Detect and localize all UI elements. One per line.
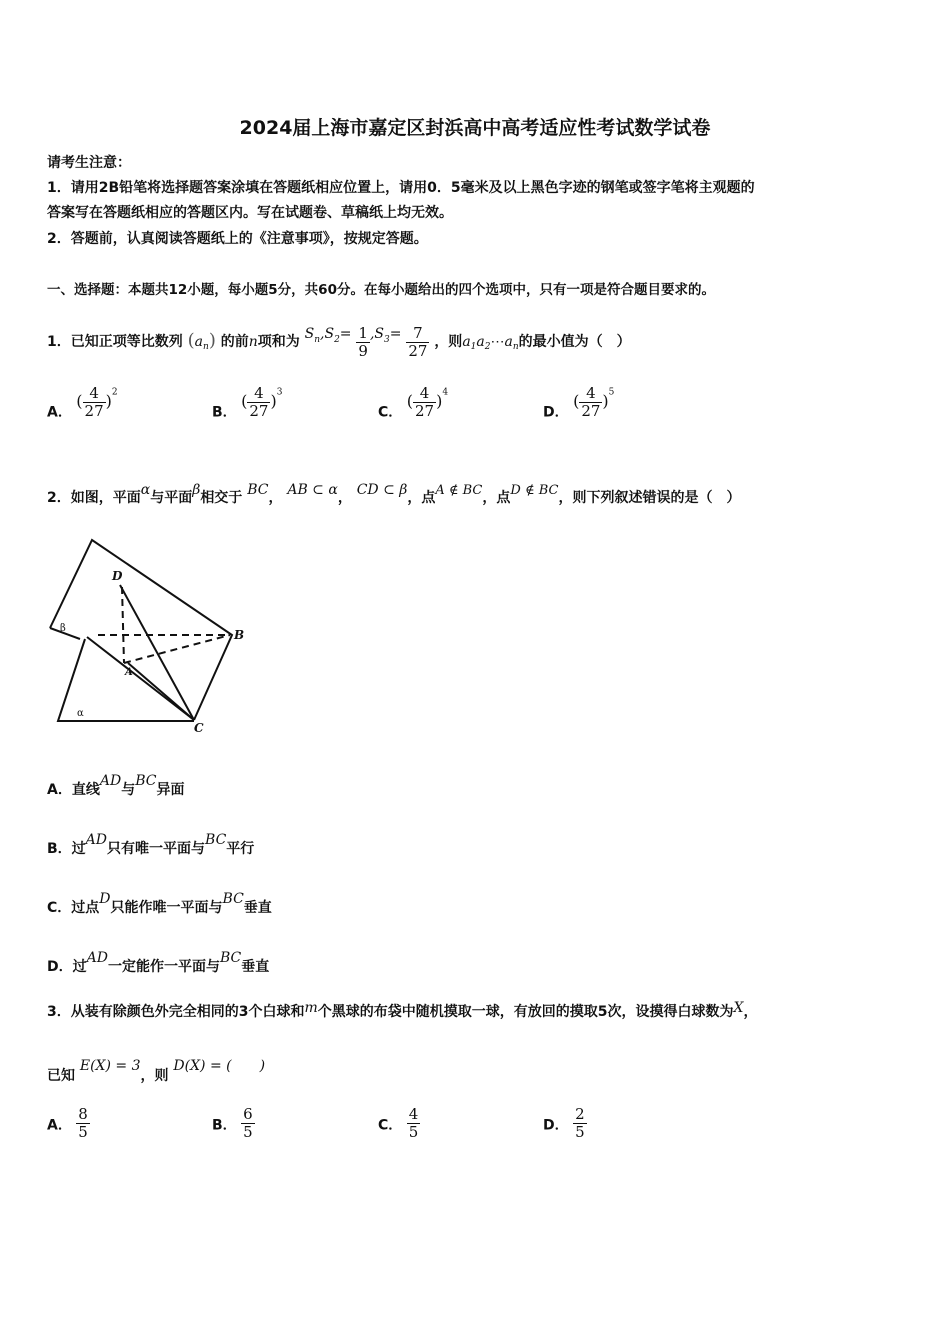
q2-option-c (47, 880, 272, 927)
q3-a-label: A． (47, 1117, 72, 1134)
label-b: B (234, 628, 245, 642)
q1-prod-dots: ⋯ (490, 334, 505, 350)
q2-c-end: 垂直 (243, 900, 272, 916)
q1-option-d-label: D． (543, 404, 569, 421)
q2-text-2: 与平面 (150, 490, 193, 506)
q1-prod-an: a (504, 334, 513, 350)
q1-d-den: 27 (581, 402, 601, 420)
q3-c-num: 4 (408, 1105, 419, 1123)
q3-text-2: 个黑球的布袋中随机摸取一球，有放回的摸取5次，设摸得白球数为 (317, 1004, 734, 1020)
q1-eq-2: = (389, 326, 402, 342)
q3-b-num: 6 (243, 1105, 253, 1123)
question-1 (47, 312, 631, 369)
q2-text-6: ，则下列叙述错误的是（ ） (558, 490, 741, 506)
q2-comma-2: ， (337, 490, 352, 506)
q1-prod-sub1: 1 (470, 342, 477, 352)
q3-a-den: 5 (78, 1123, 88, 1141)
q3-b-den: 5 (243, 1123, 253, 1141)
q3-d-fraction (573, 1106, 587, 1141)
segment-ab-dashed (124, 635, 230, 663)
q2-c-m2: BC (222, 891, 244, 907)
q1-S3-sub: 3 (384, 335, 390, 345)
q3-text-3: ， (743, 1004, 758, 1020)
q1-d-paren-close: ) (602, 391, 609, 411)
q2-d-mid: 一定能作一平面与 (107, 959, 220, 975)
q1-text-4: ，则 (434, 334, 463, 350)
notice-line-1a: 1．请用2B铅笔将选择题答案涂填在答题纸相应位置上，请用0．5毫米及以上黑色字迹的钢笔或签字笔将主观题的 (47, 180, 755, 196)
q3-text-4: 已知 (47, 1068, 75, 1084)
q2-cond-cd: CD ⊂ β (356, 482, 408, 498)
q1-a-exp: 2 (111, 387, 118, 398)
q2-b-label: B．过 (47, 841, 86, 857)
q1-prod-subn: n (512, 342, 519, 352)
section-heading: 一、选择题：本题共12小题，每小题5分，共60分。在每小题给出的四个选项中，只有一项是符合题目要求的。 (47, 282, 715, 298)
q1-b-paren-close: ) (270, 391, 277, 411)
notice-line-2: 2．答题前，认真阅读答题纸上的《注意事项》，按规定答题。 (47, 231, 428, 247)
q1-b-den: 27 (249, 402, 269, 420)
q2-d-m2: BC (219, 950, 242, 966)
q1-option-d (543, 385, 614, 422)
q2-a-end: 异面 (156, 782, 185, 798)
q2-a-m1: AD (99, 773, 122, 789)
q1-b-fraction (247, 385, 270, 420)
q2-figure (40, 535, 255, 735)
q3-option-d (543, 1106, 587, 1141)
q1-bracket-open: ( (187, 330, 195, 351)
q2-c-label: C．过点 (47, 900, 100, 916)
notice-line-1b: 答案写在答题纸相应的答题区内。写在试题卷、草稿纸上均无效。 (47, 205, 453, 221)
q1-option-b-label: B． (212, 404, 237, 421)
q2-cond-ab: AB ⊂ α (287, 482, 338, 498)
q1-a-num: 4 (83, 385, 106, 403)
question-3-line-2 (47, 1048, 265, 1094)
q1-text-3: 项和为 (257, 334, 300, 350)
q3-c-label: C． (378, 1117, 403, 1134)
q2-d-end: 垂直 (241, 959, 270, 975)
q2-a-m2: BC (135, 773, 157, 789)
q1-a-den: 27 (84, 402, 104, 420)
q1-S3: ,S (369, 326, 384, 342)
q1-c-fraction (413, 385, 436, 420)
q2-text-3: 相交于 (200, 490, 243, 506)
q3-option-c (378, 1106, 420, 1141)
q2-option-d (47, 939, 269, 986)
plane-beta-outline (50, 540, 232, 720)
q1-a: a (194, 334, 204, 350)
q1-a-paren-open: ( (76, 391, 83, 411)
q2-a-label: A．直线 (47, 782, 100, 798)
q2-cond-d: D ∉ BC (510, 483, 559, 498)
q3-x: X (733, 1000, 744, 1016)
q2-text-4: ，点 (407, 490, 436, 506)
q3-b-label: B． (212, 1117, 237, 1134)
q3-c-den: 5 (408, 1123, 419, 1141)
q2-b-mid: 只有唯一平面与 (107, 841, 206, 857)
q1-f1-num: 1 (358, 323, 368, 342)
q1-text-5: 的最小值为（ ） (518, 334, 631, 350)
q1-option-b (212, 385, 282, 422)
q1-c-paren-open: ( (406, 391, 413, 411)
q1-option-c-label: C． (378, 404, 403, 421)
q3-variance: D(X) = ( ) (173, 1058, 266, 1074)
q1-b-num: 4 (247, 385, 270, 403)
q1-bracket-close: ) (208, 330, 216, 351)
q1-prod-a2: a (476, 334, 485, 350)
q1-c-num: 4 (413, 385, 436, 403)
q3-b-fraction (241, 1106, 255, 1141)
q1-eq-1: = (339, 326, 352, 342)
q1-c-den: 27 (414, 402, 435, 420)
q2-comma-1: ， (268, 490, 283, 506)
label-d: D (112, 569, 123, 583)
segment-dc (120, 585, 194, 720)
q2-b-m1: AD (85, 832, 108, 848)
segment-da-dashed (122, 587, 124, 663)
q1-c-exp: 4 (442, 387, 449, 398)
q1-text-2: 的前 (220, 334, 249, 350)
q1-S2-sub: 2 (334, 335, 340, 345)
notice-heading: 请考生注意： (47, 155, 131, 171)
q1-option-a (47, 385, 118, 422)
q2-option-b (47, 821, 254, 868)
q2-option-a (47, 762, 184, 809)
q1-f2-num: 7 (406, 325, 429, 343)
q1-option-c (378, 385, 448, 422)
q2-beta: β (192, 482, 201, 498)
label-beta: β (60, 623, 66, 634)
q2-cond-a: A ∉ BC (435, 483, 483, 498)
q1-fraction-2 (406, 325, 429, 360)
q3-option-a (47, 1106, 90, 1141)
q1-a-paren-close: ) (105, 391, 112, 411)
q1-n: n (248, 334, 258, 350)
q2-d-label: D．过 (47, 959, 87, 975)
q2-b-m2: BC (205, 832, 227, 848)
q2-c-mid: 只能作唯一平面与 (110, 900, 223, 916)
q3-d-num: 2 (575, 1105, 585, 1123)
q2-c-m1: D (99, 891, 111, 907)
q2-text-5: ，点 (482, 490, 511, 506)
q3-m: m (304, 1000, 318, 1016)
q1-d-paren-open: ( (573, 391, 580, 411)
question-2 (47, 470, 740, 518)
q1-prod-a1: a (462, 334, 471, 350)
q1-a-sub: n (203, 342, 209, 352)
q1-d-exp: 5 (608, 387, 615, 398)
q3-a-fraction (76, 1106, 90, 1141)
q1-fraction-1 (356, 325, 370, 360)
q3-a-num: 8 (78, 1105, 88, 1123)
label-alpha: α (77, 708, 84, 719)
q1-c-paren-close: ) (436, 391, 443, 411)
q3-d-den: 5 (575, 1123, 585, 1141)
q2-alpha: α (140, 482, 151, 498)
segment-cross (87, 637, 194, 720)
q1-S-sub: n (314, 335, 321, 345)
page-title: 2024届上海市嘉定区封浜高中高考适应性考试数学试卷 (239, 117, 711, 139)
q1-prod-sub2: 2 (484, 342, 491, 352)
q2-a-mid: 与 (121, 782, 136, 798)
q2-d-m1: AD (86, 950, 108, 966)
q1-b-paren-open: ( (241, 391, 248, 411)
q1-S: S (304, 326, 315, 342)
q1-S2: ,S (320, 326, 335, 342)
q1-option-a-label: A． (47, 404, 72, 421)
q3-text-1: 3．从装有除颜色外完全相同的3个白球和 (47, 1004, 305, 1020)
q1-b-exp: 3 (276, 387, 283, 398)
q3-c-fraction (407, 1106, 421, 1141)
q2-bc: BC (247, 482, 269, 498)
q2-text-1: 2．如图，平面 (47, 490, 141, 506)
q3-expectation: E(X) = 3 (79, 1058, 141, 1074)
q1-text-1: 1．已知正项等比数列 (47, 334, 183, 350)
question-3-line-1 (47, 990, 757, 1030)
label-a: A (125, 667, 133, 678)
q3-option-b (212, 1106, 255, 1141)
q1-d-fraction (579, 385, 602, 420)
q1-f2-den: 27 (408, 341, 428, 360)
q1-f1-den: 9 (358, 341, 368, 360)
q2-b-end: 平行 (226, 841, 255, 857)
q1-d-num: 4 (579, 385, 602, 403)
q1-a-fraction (83, 385, 106, 420)
q3-text-5: ，则 (140, 1068, 169, 1084)
q3-d-label: D． (543, 1117, 569, 1134)
label-c: C (194, 721, 204, 735)
